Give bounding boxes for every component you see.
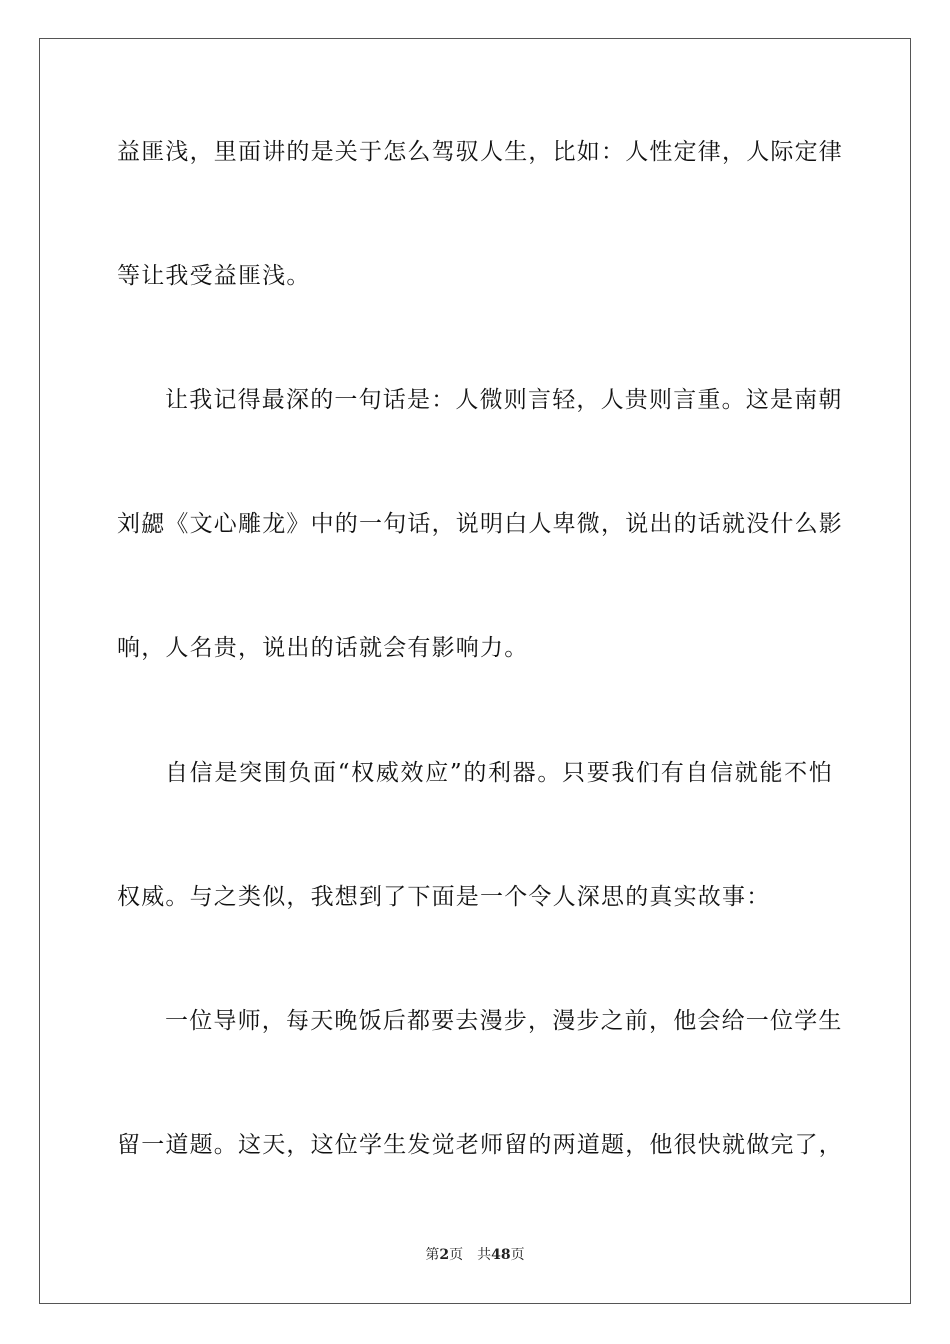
- footer-total-prefix: 共: [477, 1247, 492, 1263]
- text-line: 刘勰《文心雕龙》中的一句话，说明白人卑微，说出的话就没什么影: [117, 511, 843, 537]
- footer-page-number: 2: [439, 1247, 450, 1263]
- paragraph-first-line: 一位导师，每天晚饭后都要去漫步，漫步之前，他会给一位学生: [165, 1008, 843, 1034]
- page-border: [39, 38, 911, 1304]
- paragraph-first-line: 让我记得最深的一句话是：人微则言轻，人贵则言重。这是南朝: [165, 387, 843, 413]
- text-line: 权威。与之类似，我想到了下面是一个令人深思的真实故事：: [117, 884, 771, 910]
- page-footer: [0, 1246, 950, 1264]
- footer-page-prefix: 第: [425, 1247, 440, 1263]
- footer-page-suffix: 页: [449, 1247, 464, 1263]
- text-line: 等让我受益匪浅。: [117, 263, 311, 289]
- footer-total-suffix: 页: [510, 1247, 525, 1263]
- text-line: 留一道题。这天，这位学生发觉老师留的两道题，他很快就做完了，: [117, 1132, 843, 1158]
- paragraph-first-line: 自信是突围负面“权威效应”的利器。只要我们有自信就能不怕: [165, 760, 833, 786]
- text-line: 响，人名贵，说出的话就会有影响力。: [117, 635, 529, 661]
- footer-total-pages: 48: [491, 1247, 511, 1263]
- text-line: 益匪浅，里面讲的是关于怎么驾驭人生，比如：人性定律，人际定律: [117, 139, 843, 165]
